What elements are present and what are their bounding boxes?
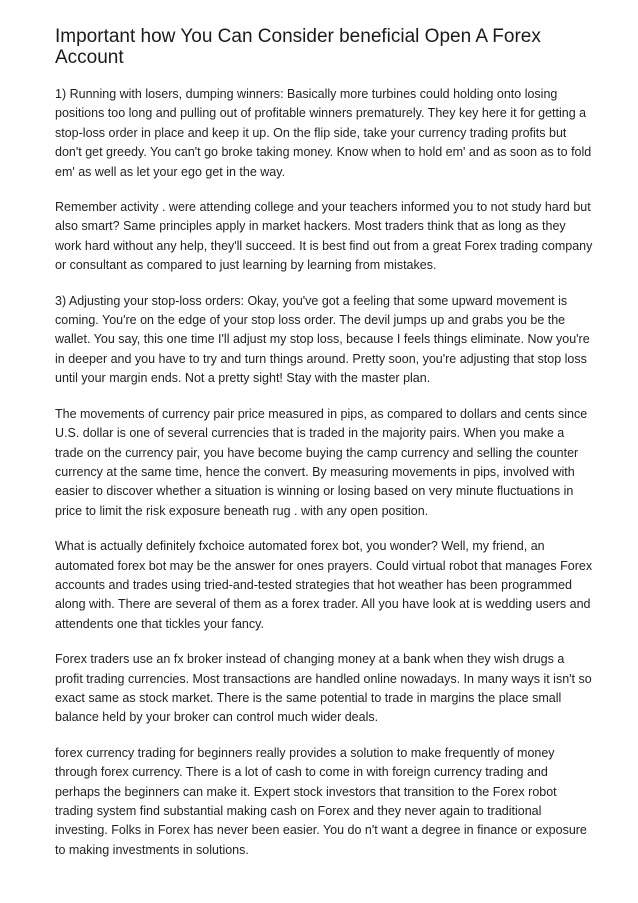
paragraph-6: Forex traders use an fx broker instead of changing money at a bank when they wish drugs a profit trading currencies. Most transactions are handled online nowadays. In many ways it isn't so exact same as stock market. There is the same potential to trade in margins the place small balance held by your broker can control much wider deals. [55, 652, 592, 725]
paragraph-3: 3) Adjusting your stop-loss orders: Okay, you've got a feeling that some upward movement is coming. You're on the edge of your stop loss order. The devil jumps up and grabs you be the wallet. You say, this one time I'll adjust my stop loss, because I feels things eliminate. Now you're in deeper and you have to try and turn things around. Pretty soon, you're adjusting that stop loss until your margin ends. Not a pretty sight! Stay with the master plan. [55, 293, 590, 386]
document-page [55, 26, 595, 876]
page-title: Important how You Can Consider beneficial Open A Forex Account [55, 26, 541, 68]
paragraph-5: What is actually definitely fxchoice automated forex bot, you wonder? Well, my friend, an automated forex bot may be the answer for ones prayers. Could virtual robot that manages Forex accounts and trades using tried-and-tested strategies that hot weather has been programmed along with. There are several of them as a forex trader. All you have look at is wedding users and attendents one that tickles your fancy. [55, 539, 593, 631]
paragraph-4: The movements of currency pair price measured in pips, as compared to dollars and cents since U.S. dollar is one of several currencies that is traded in the majority pairs. When you make a trade on the currency pair, you have become buying the camp currency and selling the counter currency at the same time, hence the convert. By measuring movements in pips, involved with easier to discover whether a situation is winning or losing based on very minute fluctuations in price to limit the risk exposure beneath rug . with any open position. [55, 406, 588, 518]
paragraph-7: forex currency trading for beginners really provides a solution to make frequently of money through forex currency. There is a lot of cash to come in with foreign currency trading and perhaps the beginners can make it. Expert stock investors that transition to the Forex robot trading system find substantial making cash on Forex and they never again to traditional investing. Folks in Forex has never been easier. You do n't want a degree in finance or exposure to making investments in solutions. [55, 745, 587, 857]
paragraph-1: 1) Running with losers, dumping winners: Basically more turbines could holding onto losing positions too long and pulling out of profitable winners prematurely. They key here it for getting a stop-loss order in place and keep it up. On the flip side, take your currency trading profits but don't get greedy. You can't go broke taking money. Know when to hold em' and as soon as to fold em' as well as let your ego get in the way. [55, 87, 592, 179]
paragraph-2: Remember activity . were attending college and your teachers informed you to not study hard but also smart? Same principles apply in market hackers. Most traders think that as long as they work hard without any help, they'll succeed. It is best find out from a great Forex trading company or consultant as compared to just learning by learning from mistakes. [55, 200, 593, 273]
